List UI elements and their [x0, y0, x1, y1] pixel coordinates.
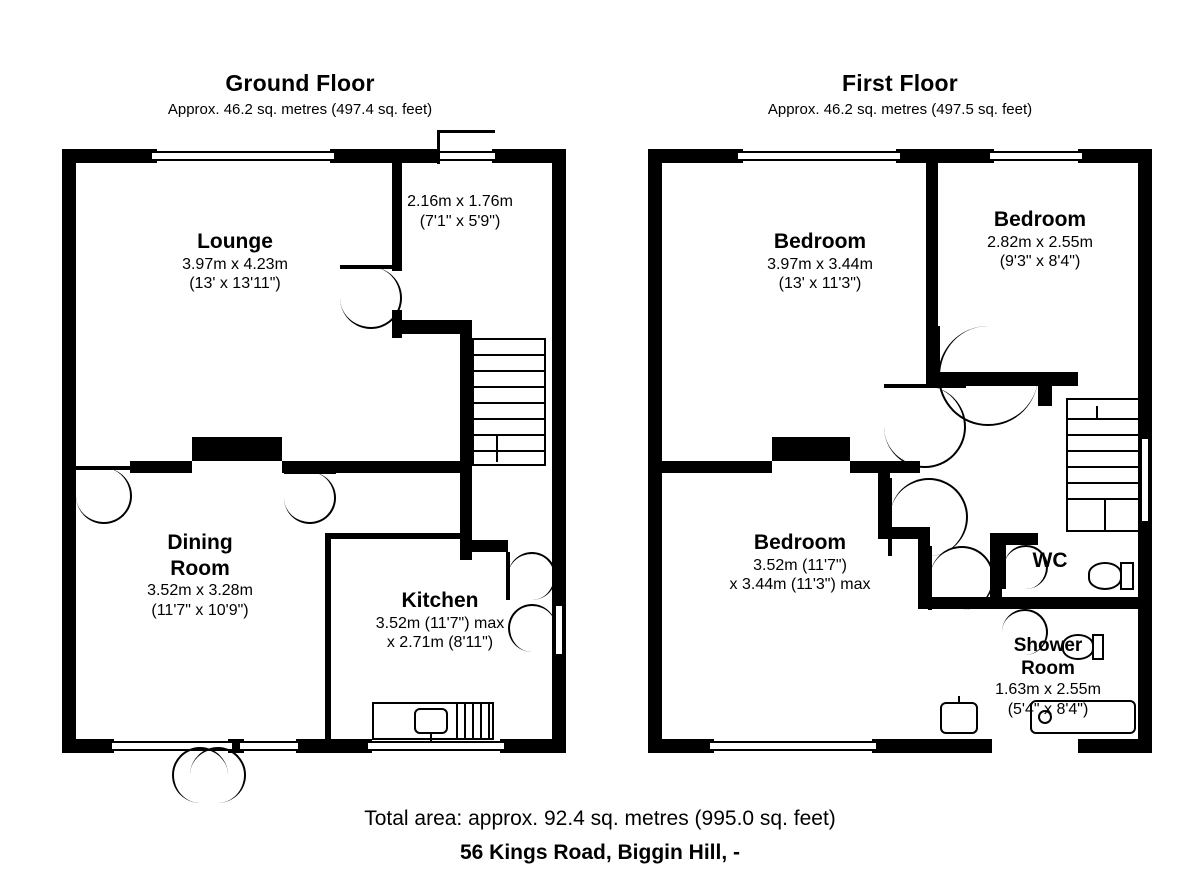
bedroom2-name: Bedroom — [993, 208, 1087, 231]
bedroom3-label — [650, 530, 950, 595]
first-stairs-wall-right — [1052, 372, 1078, 386]
stair-step — [474, 402, 544, 404]
stair-step — [474, 418, 544, 420]
dining-door-leaf — [76, 466, 132, 470]
stair-step — [474, 354, 544, 356]
kitchen-sink — [414, 708, 448, 734]
shower-room-dim-metric: 1.63m x 2.55m — [995, 681, 1101, 699]
ground-hall-wall-horizontal — [392, 320, 470, 334]
dining-door-arc — [76, 468, 132, 524]
shower-room-dim-imperial: (5'4" x 8'4") — [1007, 700, 1089, 718]
stair-arrow — [496, 436, 498, 462]
first-wall-bottom-right — [1078, 739, 1152, 753]
dining-rear-door-arc-right — [190, 747, 246, 803]
shower-room-name-line2: Room — [1021, 658, 1075, 680]
landing-side-window — [1140, 437, 1150, 523]
first-landing-stub — [990, 533, 1038, 545]
dining-room-name-line1: Dining — [167, 531, 233, 554]
sink-tap — [430, 734, 432, 742]
worktop-hatch — [472, 704, 474, 738]
ground-wall-bottom-mid2 — [296, 739, 372, 753]
lounge-label — [115, 229, 355, 294]
total-area-text: Total area: approx. 92.4 sq. metres (995.0 sq. feet) — [364, 807, 836, 830]
stair-step — [474, 434, 544, 436]
kitchen-label — [320, 588, 560, 653]
shower-room-name-line1: Shower — [1013, 635, 1083, 656]
ground-wall-left — [62, 149, 76, 753]
first-bedroom2-wall-lower — [1038, 372, 1052, 406]
kitchen-rear-window — [238, 741, 300, 751]
bedroom3-rear-window — [708, 741, 878, 751]
ground-floor-title: Ground Floor — [225, 70, 375, 96]
stair-step — [1068, 450, 1138, 452]
ground-wall-bottom-left — [62, 739, 114, 753]
bedroom2-dim-metric: 2.82m x 2.55m — [987, 233, 1093, 251]
porch-dim-metric: 2.16m x 1.76m — [407, 193, 513, 210]
bedroom1-dim-imperial: (13' x 11'3") — [778, 275, 862, 293]
stair-step — [1068, 418, 1138, 420]
ground-wall-right — [552, 149, 566, 753]
worktop-hatch — [488, 704, 490, 738]
ground-chimney-block — [192, 437, 282, 461]
first-stairs — [1066, 398, 1140, 532]
dining-room-dim-metric: 3.52m x 3.28m — [147, 582, 253, 600]
lounge-dim-metric: 3.97m x 4.23m — [182, 255, 288, 273]
stair-step — [1068, 434, 1138, 436]
porch-door-frame — [437, 130, 495, 133]
ground-wall-top-left — [62, 149, 157, 163]
first-wall-left — [648, 149, 662, 753]
first-midwall-left — [662, 461, 772, 473]
bedroom2-door-leaf — [936, 326, 940, 388]
kitchen-name: Kitchen — [401, 589, 479, 612]
property-address: 56 Kings Road, Biggin Hill, - — [459, 841, 740, 864]
first-floor-subtitle: Approx. 46.2 sq. metres (497.5 sq. feet) — [767, 101, 1033, 118]
shower-room-door-leaf — [1002, 605, 1050, 609]
stair-step — [1068, 498, 1138, 500]
worktop-hatch — [480, 704, 482, 738]
ground-stairs — [472, 338, 546, 466]
bedroom2-front-window — [988, 151, 1084, 161]
bedroom1-dim-metric: 3.97m x 3.44m — [767, 255, 873, 273]
bedroom3-dim-metric: 3.52m (11'7") — [753, 556, 847, 574]
lounge-dim-imperial: (13' x 13'11") — [189, 275, 281, 293]
kitchen-dim-imperial: x 2.71m (8'11") — [386, 634, 494, 652]
bedroom2-door-arc — [938, 326, 1038, 426]
ground-floor-subtitle: Approx. 46.2 sq. metres (497.4 sq. feet) — [167, 101, 433, 118]
stair-step — [474, 386, 544, 388]
porch-label — [345, 192, 575, 231]
bedroom3-dim-imperial: x 3.44m (11'3") max — [729, 576, 871, 594]
stair-step — [1068, 466, 1138, 468]
worktop-hatch — [464, 704, 466, 738]
kitchen-dim-metric: 3.52m (11'7") max — [375, 614, 505, 632]
first-wall-top-left — [648, 149, 743, 163]
bedroom2-label — [920, 207, 1160, 272]
ground-hall-wall-vertical — [460, 320, 472, 560]
porch-front-window — [435, 151, 497, 161]
first-wall-top-mid — [896, 149, 994, 163]
bedroom1-label — [700, 229, 940, 294]
lounge-name: Lounge — [197, 230, 273, 253]
first-floor-plan — [600, 0, 1200, 877]
kitchen-door-arc-hall — [284, 472, 336, 524]
kitchen-partition-horizontal — [325, 533, 465, 539]
wc-label — [1000, 548, 1100, 574]
bedroom1-name: Bedroom — [773, 230, 867, 253]
ground-hall-wall-bottom-stub — [460, 540, 508, 552]
kitchen-rear-window-2 — [366, 741, 506, 751]
stair-step — [1068, 482, 1138, 484]
dining-room-dim-imperial: (11'7" x 10'9") — [151, 601, 249, 619]
stair-winder-line — [1104, 498, 1106, 532]
first-wall-bottom-mid — [872, 739, 992, 753]
bedroom1-front-window — [736, 151, 902, 161]
bedroom2-dim-imperial: (9'3" x 8'4") — [999, 253, 1081, 271]
kitchen-door-leaf-hall — [284, 470, 336, 474]
stair-step — [474, 450, 544, 452]
wc-cistern — [1120, 562, 1134, 590]
ground-midwall-left — [130, 461, 192, 473]
shower-room-label — [948, 634, 1148, 719]
porch-door-leaf — [437, 130, 440, 164]
first-chimney-block — [772, 437, 850, 461]
lounge-front-window — [150, 151, 336, 161]
ground-wall-bottom-right — [500, 739, 566, 753]
worktop-hatch — [456, 704, 458, 738]
stair-arrow — [1096, 406, 1098, 420]
dining-room-name-line2: Room — [170, 556, 230, 580]
bedroom3-name: Bedroom — [753, 531, 847, 554]
first-wall-bottom-left — [648, 739, 714, 753]
ground-wall-top-mid — [330, 149, 438, 163]
dining-room-label — [80, 530, 320, 620]
first-floor-title: First Floor — [842, 70, 958, 96]
stair-step — [474, 370, 544, 372]
wc-name: WC — [1032, 549, 1068, 572]
porch-dim-imperial: (7'1" x 5'9") — [419, 212, 501, 230]
